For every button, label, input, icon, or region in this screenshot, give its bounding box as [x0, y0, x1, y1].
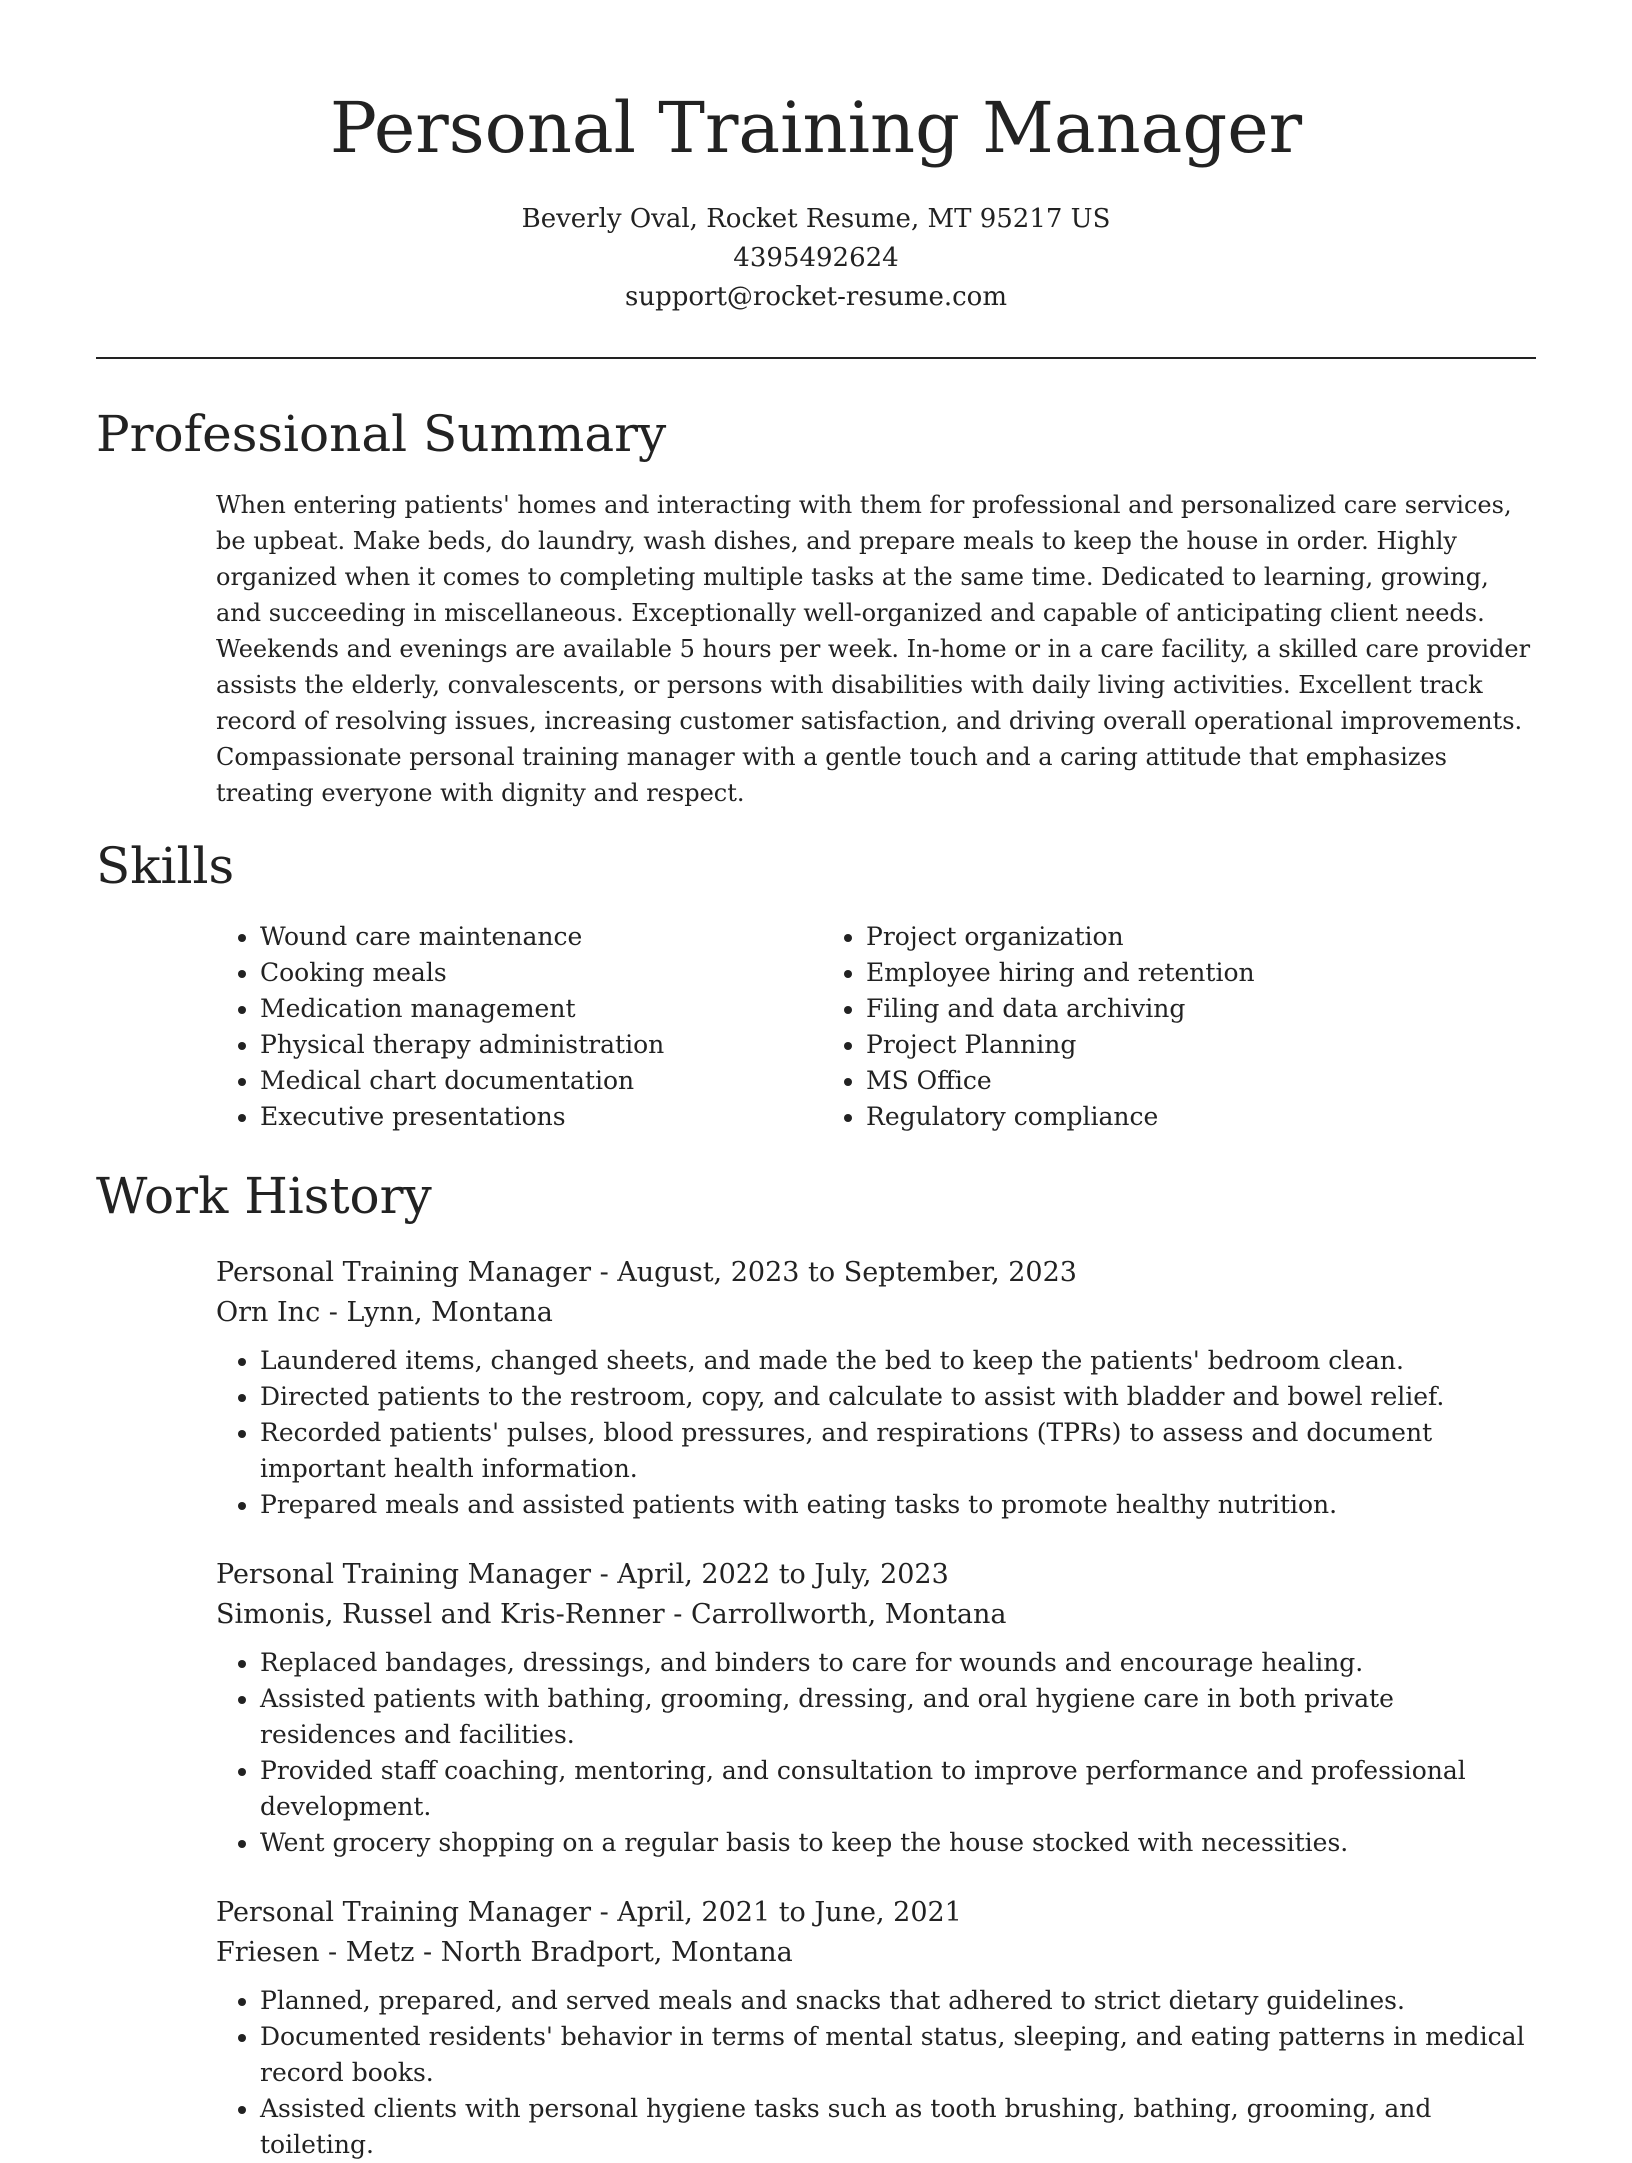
skill-item: • Physical therapy administration	[260, 1027, 822, 1063]
skill-item: • Project Planning	[866, 1027, 1428, 1063]
job-duty: • Went grocery shopping on a regular basis to keep the house stocked with necessities.	[260, 1825, 1536, 1861]
job-dates: April, 2022 to July, 2023	[617, 1559, 949, 1590]
job-duty: • Provided staff coaching, mentoring, and consultation to improve performance and professional development.	[260, 1753, 1536, 1825]
skill-item: • Medication management	[260, 991, 822, 1027]
job-dates: April, 2021 to June, 2021	[617, 1897, 962, 1928]
job-duty: • Prepared meals and assisted patients with eating tasks to promote healthy nutrition.	[260, 1487, 1536, 1523]
contact-info	[96, 200, 1536, 317]
job-duty: • Laundered items, changed sheets, and made the bed to keep the patients' bedroom clean.	[260, 1343, 1536, 1379]
skill-item: • Employee hiring and retention	[866, 955, 1428, 991]
job-header: Personal Training Manager - April, 2021 to June, 2021 Friesen - Metz - North Bradport, Montana	[216, 1897, 962, 1968]
contact-email: support@rocket-resume.com	[624, 282, 1007, 312]
skills-list	[216, 919, 1536, 1135]
skill-item: • Filing and data archiving	[866, 991, 1428, 1027]
job-company: Friesen - Metz	[216, 1937, 415, 1968]
job-header: Personal Training Manager - April, 2022 to July, 2023 Simonis, Russel and Kris-Renner - Carrollworth, Montana	[216, 1559, 1007, 1630]
job-header: Personal Training Manager - August, 2023 to September, 2023 Orn Inc - Lynn, Montana	[216, 1257, 1077, 1328]
summary-heading: Professional Summary	[96, 405, 667, 463]
job-duties	[216, 1983, 1536, 2163]
job-company: Orn Inc	[216, 1297, 321, 1328]
summary-text: When entering patients' homes and interacting with them for professional and personalized care services, be upbeat. Make beds, do laundry, wash dishes, and prepare meals to keep the house in order. Highly organized when it comes to completing multiple tasks at the same time. Dedicated to learning, growing, and succeeding in miscellaneous. Exceptionally well-organized and capable of anticipating client needs. Weekends and evenings are available 5 hours per week. In-home or in a care facility, a skilled care provider assists the elderly, convalescents, or persons with disabilities with daily living activities. Excellent track record of resolving issues, increasing customer satisfaction, and driving overall operational improvements. Compassionate personal training manager with a gentle touch and a caring attitude that emphasizes treating everyone with dignity and respect.	[216, 491, 1531, 807]
job-duties	[216, 1343, 1536, 1523]
job-entry	[216, 1253, 1536, 1523]
job-dates: August, 2023 to September, 2023	[617, 1257, 1077, 1288]
skill-item: • Wound care maintenance	[260, 919, 822, 955]
contact-phone: 4395492624	[733, 243, 899, 273]
contact-address: Beverly Oval, Rocket Resume, MT 95217 US	[521, 204, 1111, 234]
skill-item: • Executive presentations	[260, 1099, 822, 1135]
skills-column-right	[822, 919, 1428, 1135]
job-title: Personal Training Manager	[216, 1897, 591, 1928]
job-location: North Bradport, Montana	[440, 1937, 793, 1968]
skill-item: • Medical chart documentation	[260, 1063, 822, 1099]
job-entry	[216, 1555, 1536, 1861]
job-duties	[216, 1645, 1536, 1861]
skill-item: • Cooking meals	[260, 955, 822, 991]
job-duty: • Recorded patients' pulses, blood pressures, and respirations (TPRs) to assess and document important health information.	[260, 1415, 1536, 1487]
candidate-name: Personal Training Manager	[329, 87, 1303, 169]
job-entry	[216, 1893, 1536, 2163]
job-title: Personal Training Manager	[216, 1559, 591, 1590]
resume-page	[96, 0, 1536, 2163]
job-company: Simonis, Russel and Kris-Renner	[216, 1599, 665, 1630]
job-duty: • Directed patients to the restroom, copy, and calculate to assist with bladder and bowel relief.	[260, 1379, 1536, 1415]
job-location: Carrollworth, Montana	[690, 1599, 1007, 1630]
job-location: Lynn, Montana	[346, 1297, 553, 1328]
skill-item: • Regulatory compliance	[866, 1099, 1428, 1135]
skill-item: • Project organization	[866, 919, 1428, 955]
skills-heading: Skills	[96, 837, 235, 895]
job-duty: • Replaced bandages, dressings, and binders to care for wounds and encourage healing.	[260, 1645, 1536, 1681]
job-duty: • Planned, prepared, and served meals and snacks that adhered to strict dietary guidelines.	[260, 1983, 1536, 2019]
skill-item: • MS Office	[866, 1063, 1428, 1099]
job-title: Personal Training Manager	[216, 1257, 591, 1288]
job-duty: • Assisted clients with personal hygiene tasks such as tooth brushing, bathing, grooming, and toileting.	[260, 2091, 1536, 2163]
work-history-heading: Work History	[96, 1167, 432, 1225]
skills-column-left	[216, 919, 822, 1135]
resume-header	[96, 0, 1536, 317]
header-divider	[96, 357, 1536, 359]
job-duty: • Assisted patients with bathing, grooming, dressing, and oral hygiene care in both private residences and facilities.	[260, 1681, 1536, 1753]
job-duty: • Documented residents' behavior in terms of mental status, sleeping, and eating patterns in medical record books.	[260, 2019, 1536, 2091]
